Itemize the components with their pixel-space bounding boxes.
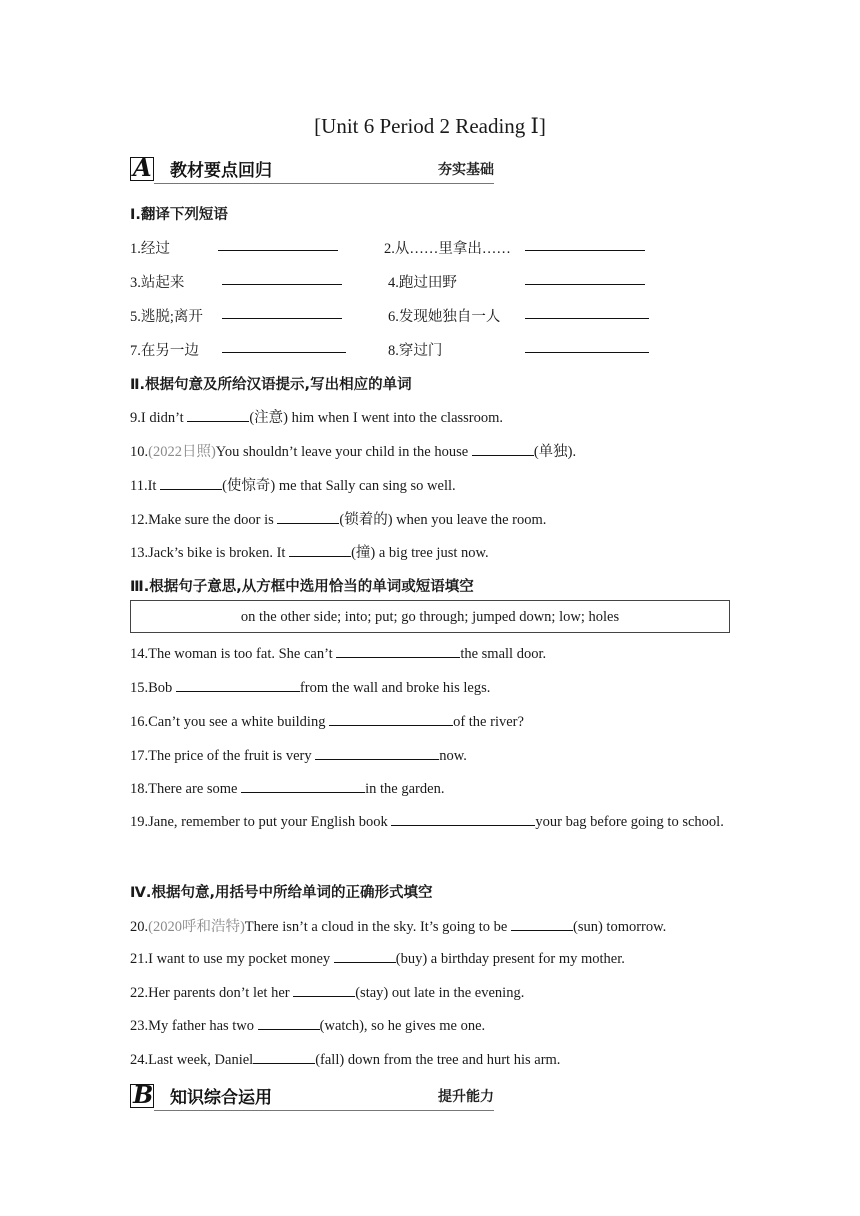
answer-blank-13[interactable] <box>289 543 351 557</box>
section-heading-3: Ⅲ.根据句子意思,从方框中选用恰当的单词或短语填空 <box>130 579 474 595</box>
phrase-item-5: 5.逃脱;离开 <box>130 309 203 325</box>
question-9: 9.I didn’t (注意) him when I went into the classroom. <box>130 410 504 426</box>
phrase-item-7: 7.在另一边 <box>130 343 199 359</box>
phrase-item-2: 2.从……里拿出…… <box>384 241 511 257</box>
answer-blank-11[interactable] <box>160 476 222 490</box>
section-heading-1: Ⅰ.翻译下列短语 <box>130 207 228 223</box>
phrase-item-4: 4.跑过田野 <box>388 275 457 291</box>
phrase-item-8: 8.穿过门 <box>388 343 443 359</box>
answer-blank-9[interactable] <box>187 408 249 422</box>
question-15: 15.Bob from the wall and broke his legs. <box>130 680 491 696</box>
phrase-item-3: 3.站起来 <box>130 275 185 291</box>
answer-blank-6[interactable] <box>525 305 649 319</box>
question-22: 22.Her parents don’t let her (stay) out late in the evening. <box>130 985 525 1001</box>
section-heading-4: Ⅳ.根据句意,用括号中所给单词的正确形式填空 <box>130 885 433 901</box>
section-banner-a <box>130 153 494 186</box>
answer-blank-15[interactable] <box>176 678 300 692</box>
banner-letter: A <box>133 153 152 182</box>
answer-blank-12[interactable] <box>277 510 339 524</box>
question-13: 13.Jack’s bike is broken. It (撞) a big tree just now. <box>130 545 489 561</box>
answer-blank-18[interactable] <box>241 779 365 793</box>
banner-subtitle: 夯实基础 <box>438 162 494 178</box>
banner-title: 知识综合运用 <box>170 1088 272 1108</box>
answer-blank-7[interactable] <box>222 339 346 353</box>
answer-blank-10[interactable] <box>472 442 534 456</box>
question-18: 18.There are some in the garden. <box>130 781 445 797</box>
question-19: 19.Jane, remember to put your English book your bag before going to school. <box>130 814 724 830</box>
question-16: 16.Can’t you see a white building of the river? <box>130 714 524 730</box>
question-12: 12.Make sure the door is (锁着的) when you leave the room. <box>130 512 547 528</box>
answer-blank-14[interactable] <box>336 644 460 658</box>
answer-blank-8[interactable] <box>525 339 649 353</box>
answer-blank-5[interactable] <box>222 305 342 319</box>
question-11: 11.It (使惊奇) me that Sally can sing so well. <box>130 478 456 494</box>
banner-rule <box>154 1110 494 1111</box>
answer-blank-21[interactable] <box>334 949 396 963</box>
word-bank-box: on the other side; into; put; go through; jumped down; low; holes <box>130 600 730 633</box>
banner-letter: B <box>133 1080 154 1109</box>
question-17: 17.The price of the fruit is very now. <box>130 748 467 764</box>
source-tag: (2020呼和浩特) <box>148 919 245 935</box>
banner-rule <box>154 183 494 184</box>
answer-blank-17[interactable] <box>315 746 439 760</box>
banner-title: 教材要点回归 <box>170 161 272 181</box>
question-14: 14.The woman is too fat. She can’t the small door. <box>130 646 547 662</box>
question-24: 24.Last week, Daniel (fall) down from the tree and hurt his arm. <box>130 1052 561 1068</box>
answer-blank-4[interactable] <box>525 271 645 285</box>
answer-blank-19[interactable] <box>391 812 535 826</box>
question-21: 21.I want to use my pocket money (buy) a birthday present for my mother. <box>130 951 625 967</box>
phrase-item-1: 1.经过 <box>130 241 170 257</box>
section-heading-2: Ⅱ.根据句意及所给汉语提示,写出相应的单词 <box>130 377 412 393</box>
phrase-item-6: 6.发现她独自一人 <box>388 309 501 325</box>
answer-blank-16[interactable] <box>329 712 453 726</box>
answer-blank-23[interactable] <box>258 1016 320 1030</box>
answer-blank-2[interactable] <box>525 237 645 251</box>
page-title: [Unit 6 Period 2 Reading Ⅰ] <box>314 114 546 138</box>
banner-subtitle: 提升能力 <box>438 1089 494 1105</box>
source-tag: (2022日照) <box>148 444 216 460</box>
section-banner-b <box>130 1080 494 1113</box>
question-23: 23.My father has two (watch), so he gives me one. <box>130 1018 486 1034</box>
answer-blank-24[interactable] <box>253 1050 315 1064</box>
question-10: 10.(2022日照)You shouldn’t leave your child in the house (单独). <box>130 444 577 460</box>
answer-blank-20[interactable] <box>511 917 573 931</box>
answer-blank-3[interactable] <box>222 271 342 285</box>
answer-blank-1[interactable] <box>218 237 338 251</box>
question-20: 20.(2020呼和浩特)There isn’t a cloud in the sky. It’s going to be (sun) tomorrow. <box>130 919 667 935</box>
answer-blank-22[interactable] <box>293 983 355 997</box>
